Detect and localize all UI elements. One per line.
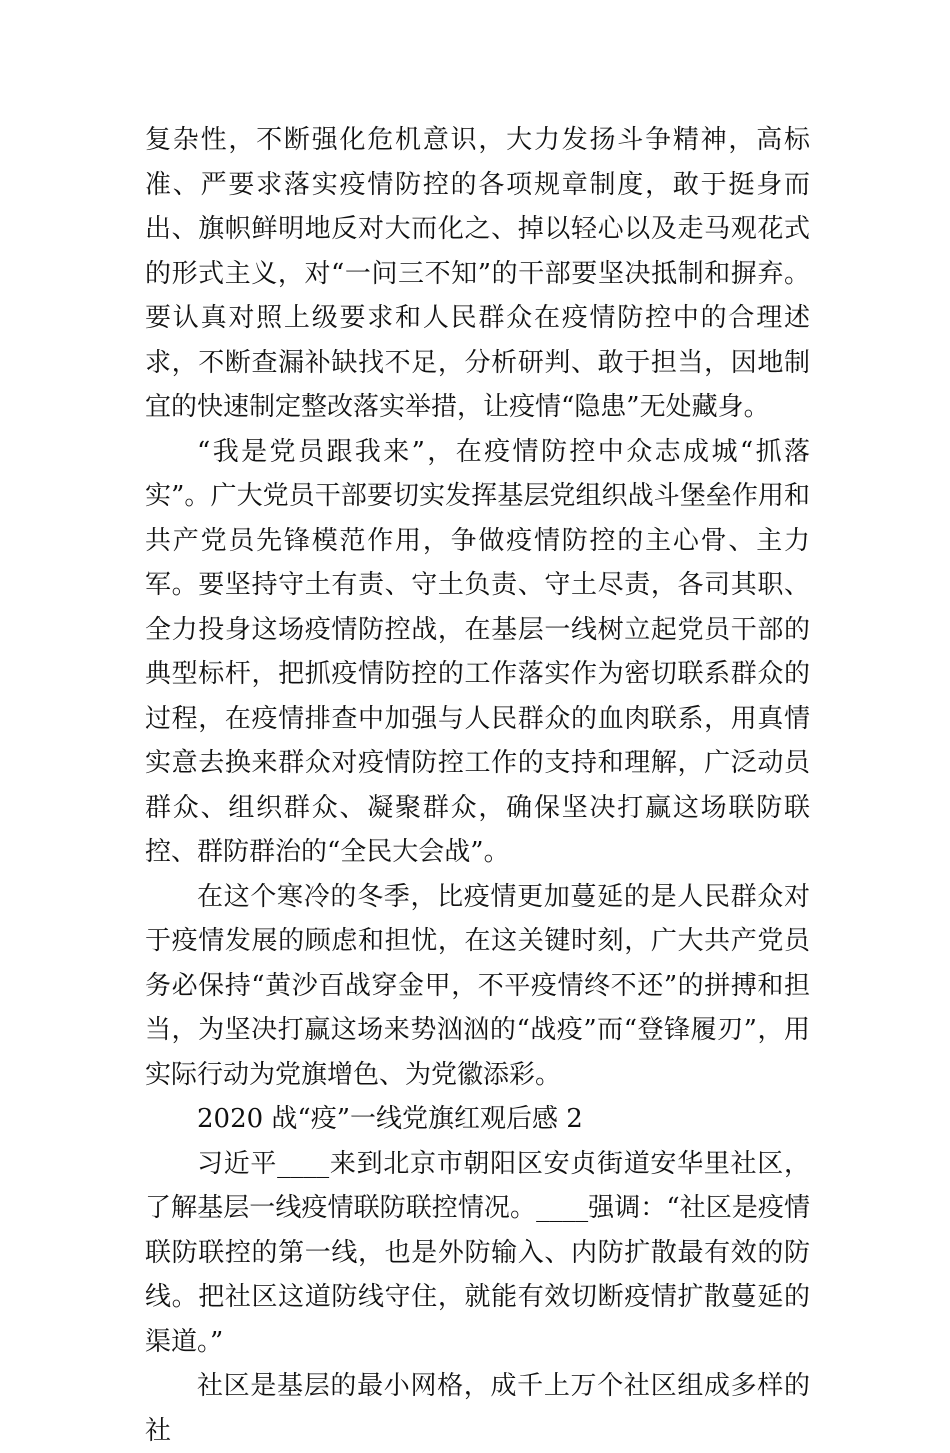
- paragraph-4: 习近平____来到北京市朝阳区安贞街道安华里社区，了解基层一线疫情联防联控情况。____强调：“社区是疫情联防联控的第一线，也是外防输入、内防扩散最有效的防线。把社区这道防线守住，就能有效切断疫情扩散蔓延的渠道。”: [145, 1148, 810, 1357]
- paragraph-5: 社区是基层的最小网格，成千上万个社区组成多样的社: [145, 1371, 810, 1446]
- paragraph-2: “我是党员跟我来”，在疫情防控中众志成城“抓落实”。广大党员干部要切实发挥基层党组织战斗堡垒作用和共产党员先锋模范作用，争做疫情防控的主心骨、主力军。要坚持守土有责、守土负责、守土尽责，各司其职、全力投身这场疫情防控战，在基层一线树立起党员干部的典型标杆，把抓疫情防控的工作落实作为密切联系群众的过程，在疫情排查中加强与人民群众的血肉联系，用真情实意去换来群众对疫情防控工作的支持和理解，广泛动员群众、组织群众、凝聚群众，确保坚决打赢这场联防联控、群防群治的“全民大会战”。: [145, 436, 810, 867]
- section-title: 2020 战“疫”一线党旗红观后感 2: [197, 1104, 583, 1134]
- paragraph-1: 复杂性，不断强化危机意识，大力发扬斗争精神，高标准、严要求落实疫情防控的各项规章制度，敢于挺身而出、旗帜鲜明地反对大而化之、掉以轻心以及走马观花式的形式主义，对“一问三不知”的干部要坚决抵制和摒弃。要认真对照上级要求和人民群众在疫情防控中的合理述求，不断查漏补缺找不足，分析研判、敢于担当，因地制宜的快速制定整改落实举措，让疫情“隐患”无处藏身。: [145, 125, 810, 422]
- document-body: [145, 118, 810, 1453]
- paragraph-3: 在这个寒冷的冬季，比疫情更加蔓延的是人民群众对于疫情发展的顾虑和担忧，在这关键时刻，广大共产党员务必保持“黄沙百战穿金甲，不平疫情终不还”的拼搏和担当，为坚决打赢这场来势汹汹的“战疫”而“登锋履刃”，用实际行动为党旗增色、为党徽添彩。: [145, 881, 810, 1090]
